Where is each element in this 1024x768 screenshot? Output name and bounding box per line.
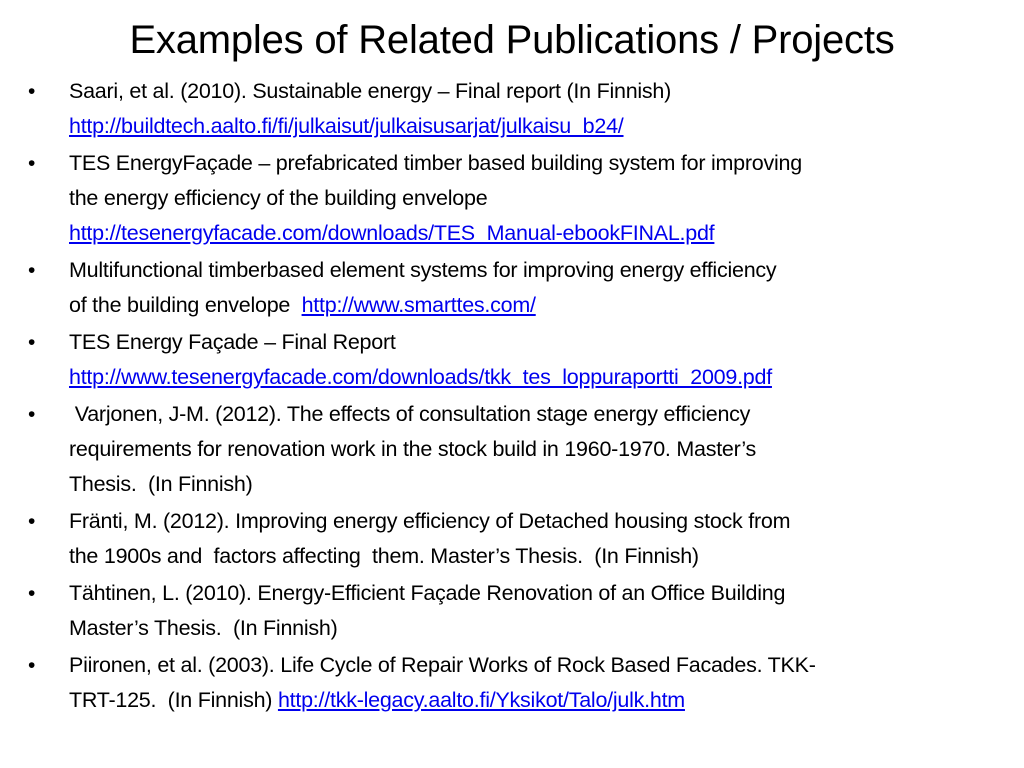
- publication-text: the energy efficiency of the building envelope: [69, 186, 488, 210]
- publication-line: [69, 648, 1000, 683]
- publication-text: requirements for renovation work in the stock build in 1960-1970. Master’s: [69, 437, 756, 461]
- bullet-icon: •: [28, 80, 36, 103]
- publication-text: the 1900s and factors affecting them. Master’s Thesis. (In Finnish): [69, 544, 699, 568]
- publication-text: Piironen, et al. (2003). Life Cycle of Repair Works of Rock Based Facades. TKK-: [69, 653, 816, 677]
- publication-text: TES EnergyFaçade – prefabricated timber based building system for improving: [69, 151, 802, 175]
- publication-line: [69, 288, 1000, 323]
- publication-line: [69, 539, 1000, 574]
- publication-line: [69, 611, 1000, 646]
- slide-title: Examples of Related Publications / Projects: [129, 18, 895, 62]
- publication-line: [69, 683, 1000, 718]
- publication-link[interactable]: http://tkk-legacy.aalto.fi/Yksikot/Talo/julk.htm: [277, 688, 685, 712]
- publication-item: [0, 74, 1024, 144]
- publication-line: [69, 181, 1000, 216]
- publication-text: Tähtinen, L. (2010). Energy-Efficient Façade Renovation of an Office Building: [69, 581, 786, 605]
- publication-line: [69, 216, 1000, 251]
- publication-item: [0, 397, 1024, 502]
- publication-text: of the building envelope: [69, 293, 302, 317]
- publication-line: [69, 467, 1000, 502]
- publication-text: Fränti, M. (2012). Improving energy efficiency of Detached housing stock from: [69, 509, 791, 533]
- publication-line: [69, 576, 1000, 611]
- bullet-icon: •: [28, 403, 36, 426]
- bullet-icon: •: [28, 654, 36, 677]
- bullet-icon: •: [28, 582, 36, 605]
- publication-list: [0, 74, 1024, 720]
- publication-line: [69, 360, 1000, 395]
- publication-link[interactable]: http://buildtech.aalto.fi/fi/julkaisut/julkaisusarjat/julkaisu_b24/: [69, 114, 624, 138]
- publication-line: [69, 109, 1000, 144]
- publication-link[interactable]: http://tesenergyfacade.com/downloads/TES_Manual-ebookFINAL.pdf: [69, 221, 715, 245]
- publication-item: [0, 325, 1024, 395]
- publication-line: [69, 253, 1000, 288]
- publication-text: Thesis. (In Finnish): [69, 472, 253, 496]
- publication-text: Master’s Thesis. (In Finnish): [69, 616, 338, 640]
- publication-link[interactable]: http://www.tesenergyfacade.com/downloads/tkk_tes_loppuraportti_2009.pdf: [69, 365, 772, 389]
- publication-line: [69, 146, 1000, 181]
- publication-text: TES Energy Façade – Final Report: [69, 330, 396, 354]
- publication-text: Saari, et al. (2010). Sustainable energy – Final report (In Finnish): [69, 79, 672, 103]
- publication-item: [0, 576, 1024, 646]
- publication-item: [0, 146, 1024, 251]
- publication-item: [0, 504, 1024, 574]
- publication-line: [69, 397, 1000, 432]
- bullet-icon: •: [28, 259, 36, 282]
- bullet-icon: •: [28, 510, 36, 533]
- publication-line: [69, 504, 1000, 539]
- publication-item: [0, 648, 1024, 718]
- bullet-icon: •: [28, 331, 36, 354]
- publication-text: Varjonen, J-M. (2012). The effects of consultation stage energy efficiency: [69, 402, 751, 426]
- publication-text: Multifunctional timberbased element systems for improving energy efficiency: [69, 258, 777, 282]
- publication-line: [69, 325, 1000, 360]
- publication-line: [69, 74, 1000, 109]
- publication-item: [0, 253, 1024, 323]
- publication-link[interactable]: http://www.smarttes.com/: [301, 293, 536, 317]
- bullet-icon: •: [28, 152, 36, 175]
- publication-text: TRT-125. (In Finnish): [69, 688, 278, 712]
- publication-line: [69, 432, 1000, 467]
